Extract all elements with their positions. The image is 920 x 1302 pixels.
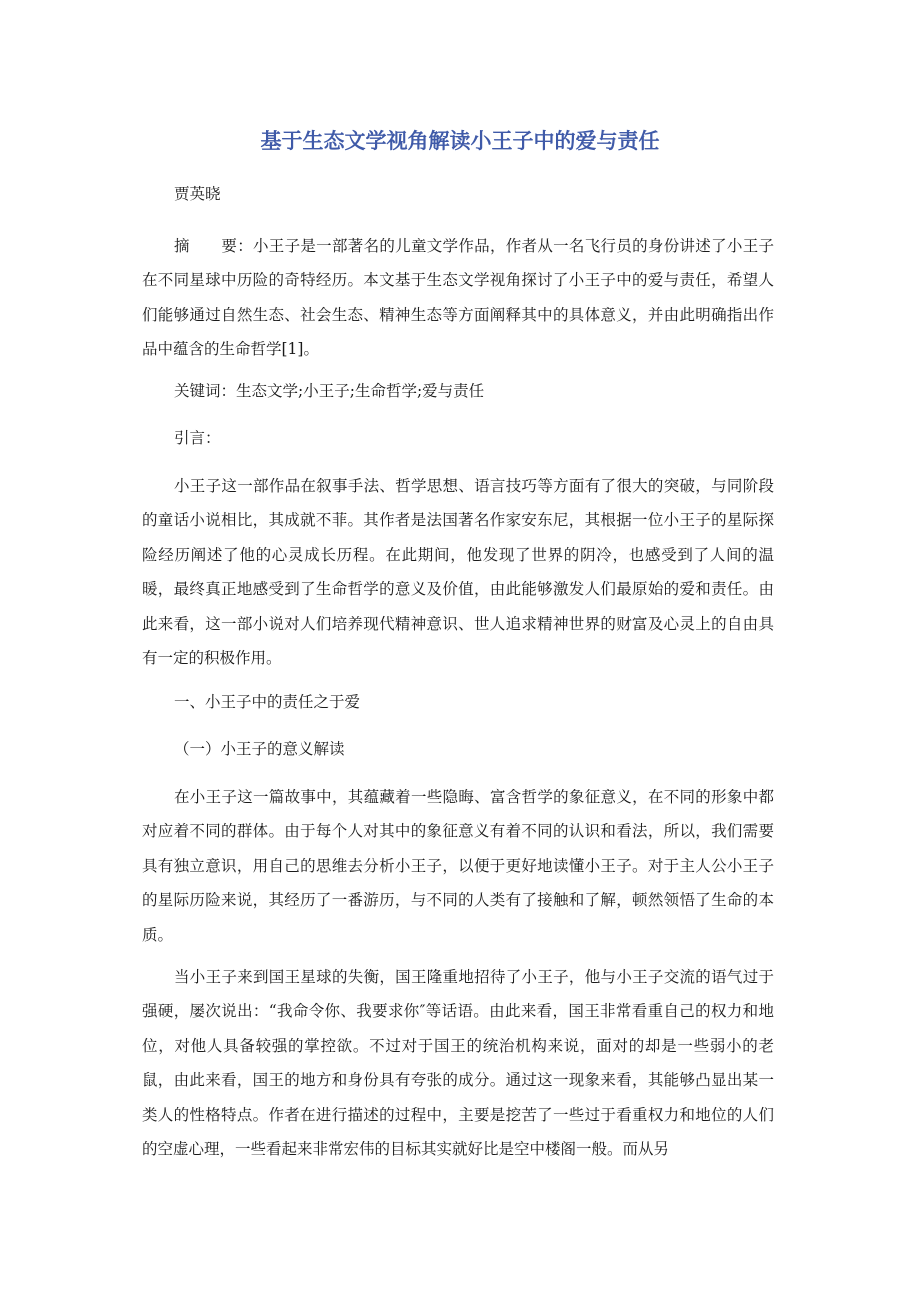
intro-label: 引言： (174, 429, 221, 447)
intro-paragraph: 小王子这一部作品在叙事手法、哲学思想、语言技巧等方面有了很大的突破，与同阶段的童话小说相比，其成就不菲。其作者是法国著名作家安东尼，其根据一位小王子的星际探险经历阐述了他的心灵成长历程。在此期间，他发现了世界的阴冷，也感受到了人间的温暖，最终真正地感受到了生命哲学的意义及价值，由此能够激发人们最原始的爱和责任。由此来看，这一部小说对人们培养现代精神意识、世人追求精神世界的财富及心灵上的自由具有一定的积极作用。 (142, 477, 774, 668)
document-title: 基于生态文学视角解读小王子中的爱与责任 (260, 129, 660, 153)
body-paragraph: 当小王子来到国王星球的失衡，国王隆重地招待了小王子，他与小王子交流的语气过于强硬，屡次说出：“我命令你、我要求你″等话语。由此来看，国王非常看重自己的权力和地位，对他人具备较强的掌控欲。不过对于国王的统治机构来说，面对的却是一些弱小的老鼠，由此来看，国王的地方和身份具有夸张的成分。通过这一现象来看，其能够凸显出某一类人的性格特点。作者在进行描述的过程中，主要是挖苦了一些过于看重权力和地位的人们的空虚心理，一些看起来非常宏伟的目标其实就好比是空中楼阁一般。而从另 (142, 968, 774, 1159)
abstract-paragraph: 摘 要：小王子是一部著名的儿童文学作品，作者从一名飞行员的身份讲述了小王子在不同星球中历险的奇特经历。本文基于生态文学视角探讨了小王子中的爱与责任，希望人们能够通过自然生态、社会生态、精神生态等方面阐释其中的具体意义，并由此明确指出作品中蕴含的生命哲学[1]。 (142, 237, 774, 359)
section-heading: 一、小王子中的责任之于爱 (174, 693, 361, 711)
subsection-heading: （一）小王子的意义解读 (174, 740, 345, 758)
author-name: 贾英晓 (174, 185, 221, 203)
body-paragraph: 在小王子这一篇故事中，其蕴藏着一些隐晦、富含哲学的象征意义，在不同的形象中都对应着不同的群体。由于每个人对其中的象征意义有着不同的认识和看法，所以，我们需要具有独立意识，用自己的思维去分析小王子，以便于更好地读懂小王子。对于主人公小王子的星际历险来说，其经历了一番游历，与不同的人类有了接触和了解，顿然领悟了生命的本质。 (142, 788, 774, 944)
keywords-line: 关键词：生态文学;小王子;生命哲学;爱与责任 (174, 382, 485, 400)
